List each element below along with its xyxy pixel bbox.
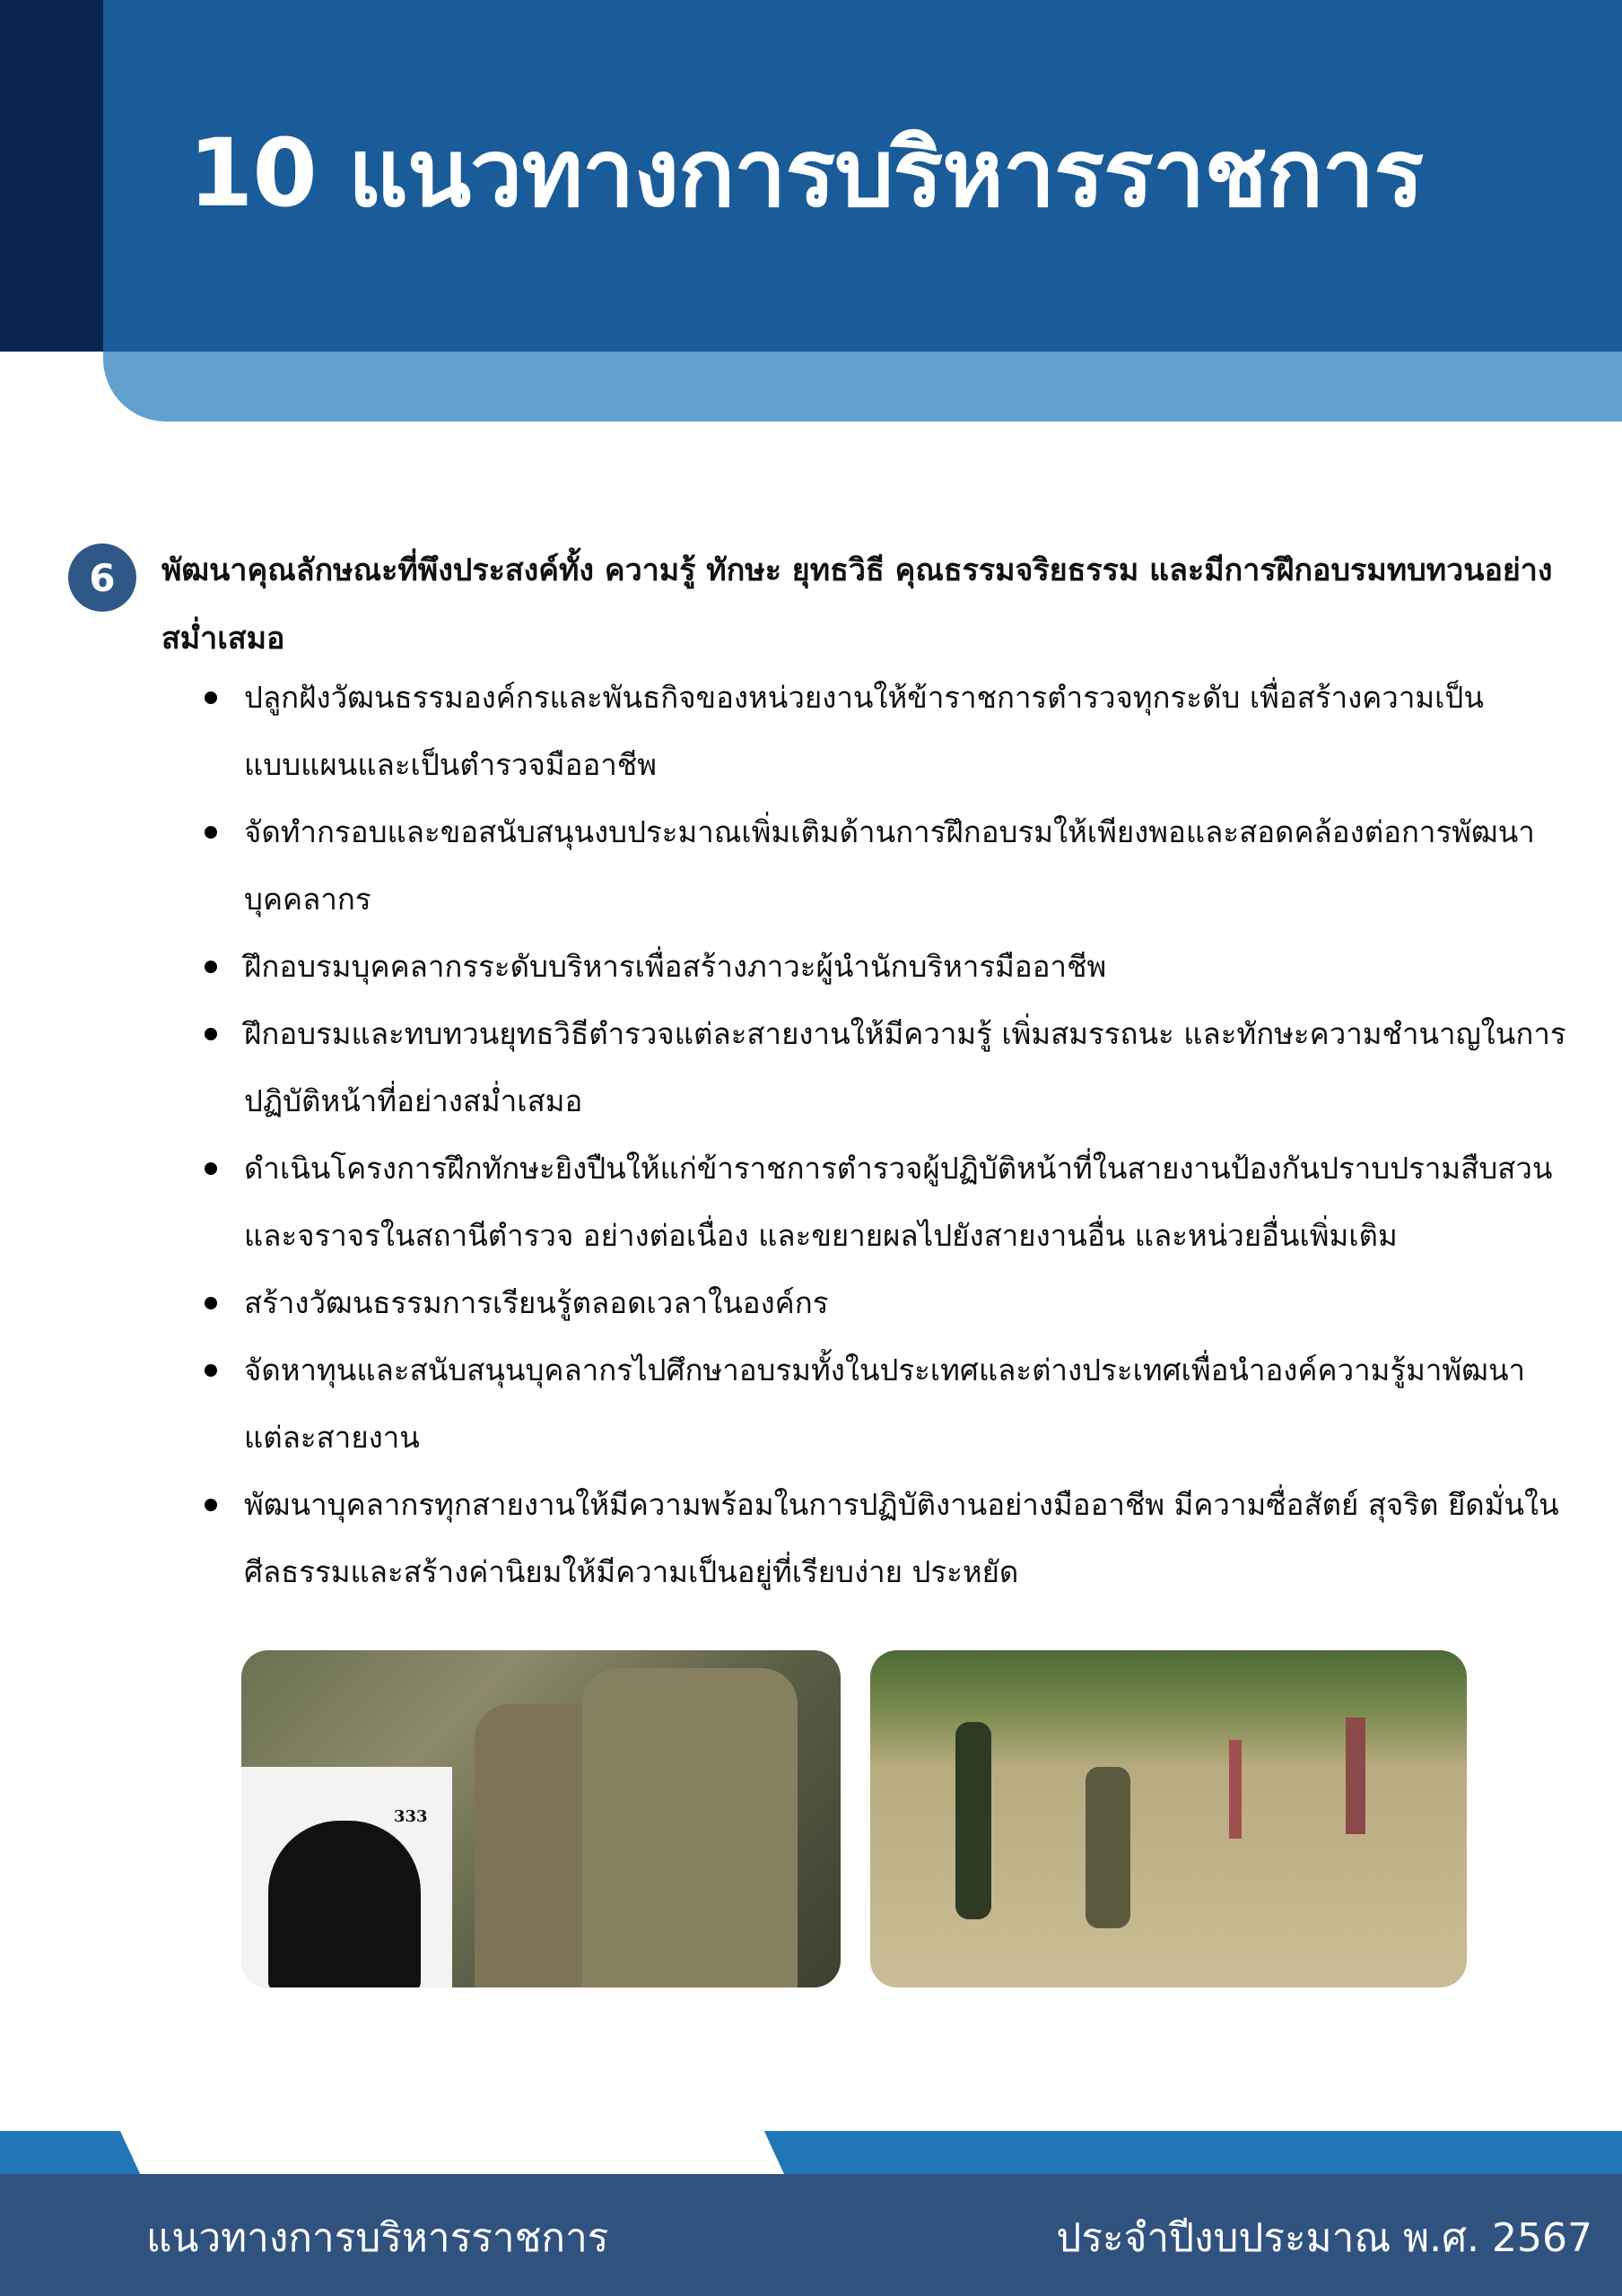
bullet-icon bbox=[205, 1499, 217, 1511]
range-post bbox=[1229, 1740, 1242, 1839]
list-item-text: จัดทำกรอบและขอสนับสนุนงบประมาณเพิ่มเติมด้านการฝึกอบรมให้เพียงพอและสอดคล้องต่อการพัฒนาบุคคลากร bbox=[244, 814, 1535, 917]
list-item bbox=[205, 1336, 1568, 1471]
bullet-icon bbox=[205, 961, 217, 973]
list-item bbox=[205, 1269, 1568, 1336]
page-title: 10 แนวทางการบริหารราชการ bbox=[188, 118, 1424, 228]
list-item bbox=[205, 664, 1568, 798]
list-item bbox=[205, 1000, 1568, 1135]
list-item-text: พัฒนาบุคลากรทุกสายงานให้มีความพร้อมในการปฏิบัติงานอย่างมืออาชีพ มีความซื่อสัตย์ สุจริต ยึดมั่นในศีลธรรมและสร้างค่านิยมให้มีความเป็นอยู่ที่เรียบง่าย ประหยัด bbox=[244, 1487, 1559, 1589]
header-dark-strip bbox=[0, 0, 103, 352]
list-item-text: ฝึกอบรมและทบทวนยุทธวิธีตำรวจแต่ละสายงานให้มีความรู้ เพิ่มสมรรถนะ และทักษะความชำนาญในการปฏิบัติหน้าที่อย่างสม่ำเสมอ bbox=[244, 1016, 1566, 1118]
list-item-text: สร้างวัฒนธรรมการเรียนรู้ตลอดเวลาในองค์กร bbox=[244, 1285, 829, 1320]
footer-right-text: ประจำปีงบประมาณ พ.ศ. 2567 bbox=[1056, 2215, 1592, 2261]
shooting-target bbox=[241, 1767, 452, 1987]
officer-figure bbox=[1086, 1767, 1130, 1928]
bullet-icon bbox=[205, 691, 217, 704]
range-post bbox=[1346, 1718, 1365, 1834]
bullet-icon bbox=[205, 1162, 217, 1175]
list-item-text: ปลูกฝังวัฒนธรรมองค์กรและพันธกิจของหน่วยงานให้ข้าราชการตำรวจทุกระดับ เพื่อสร้างความเป็นแบบแผนและเป็นตำรวจมืออาชีพ bbox=[244, 680, 1484, 782]
footer bbox=[0, 2174, 1622, 2296]
target-silhouette bbox=[268, 1821, 421, 1987]
bullet-icon bbox=[205, 1297, 217, 1309]
target-number: 333 bbox=[394, 1807, 428, 1826]
section-heading: พัฒนาคุณลักษณะที่พึงประสงค์ทั้ง ความรู้ ทักษะ ยุทธวิธี คุณธรรมจริยธรรม และมีการฝึกอบรมทบทวนอย่างสม่ำเสมอ bbox=[161, 552, 1553, 657]
photo-shooting-range bbox=[870, 1650, 1467, 1987]
list-item bbox=[205, 1135, 1568, 1269]
list-item bbox=[205, 1471, 1568, 1605]
bullet-icon bbox=[205, 1364, 217, 1377]
list-item-text: จัดหาทุนและสนับสนุนบุคลากรไปศึกษาอบรมทั้งในประเทศและต่างประเทศเพื่อนำองค์ความรู้มาพัฒนาแต่ละสายงาน bbox=[244, 1352, 1526, 1455]
section-number-badge: 6 bbox=[68, 544, 136, 612]
bullet-list bbox=[205, 664, 1568, 1605]
officer-figure bbox=[955, 1722, 991, 1919]
officer-figure bbox=[582, 1668, 798, 1987]
photo-officers-with-target bbox=[241, 1650, 841, 1987]
footer-white-cut bbox=[120, 2131, 784, 2174]
list-item bbox=[205, 933, 1568, 1000]
bullet-icon bbox=[205, 1028, 217, 1040]
bullet-icon bbox=[205, 826, 217, 839]
list-item bbox=[205, 798, 1568, 933]
footer-left-text: แนวทางการบริหารราชการ bbox=[146, 2215, 609, 2261]
list-item-text: ฝึกอบรมบุคคลากรระดับบริหารเพื่อสร้างภาวะผู้นำนักบริหารมืออาชีพ bbox=[244, 949, 1107, 984]
list-item-text: ดำเนินโครงการฝึกทักษะยิงปืนให้แก่ข้าราชการตำรวจผู้ปฏิบัติหน้าที่ในสายงานป้องกันปราบปรามสืบสวน และจราจรในสถานีตำรวจ อย่างต่อเนื่อง และขยายผลไปยังสายงานอื่น และหน่วยอื่นเพิ่มเติม bbox=[244, 1151, 1553, 1253]
